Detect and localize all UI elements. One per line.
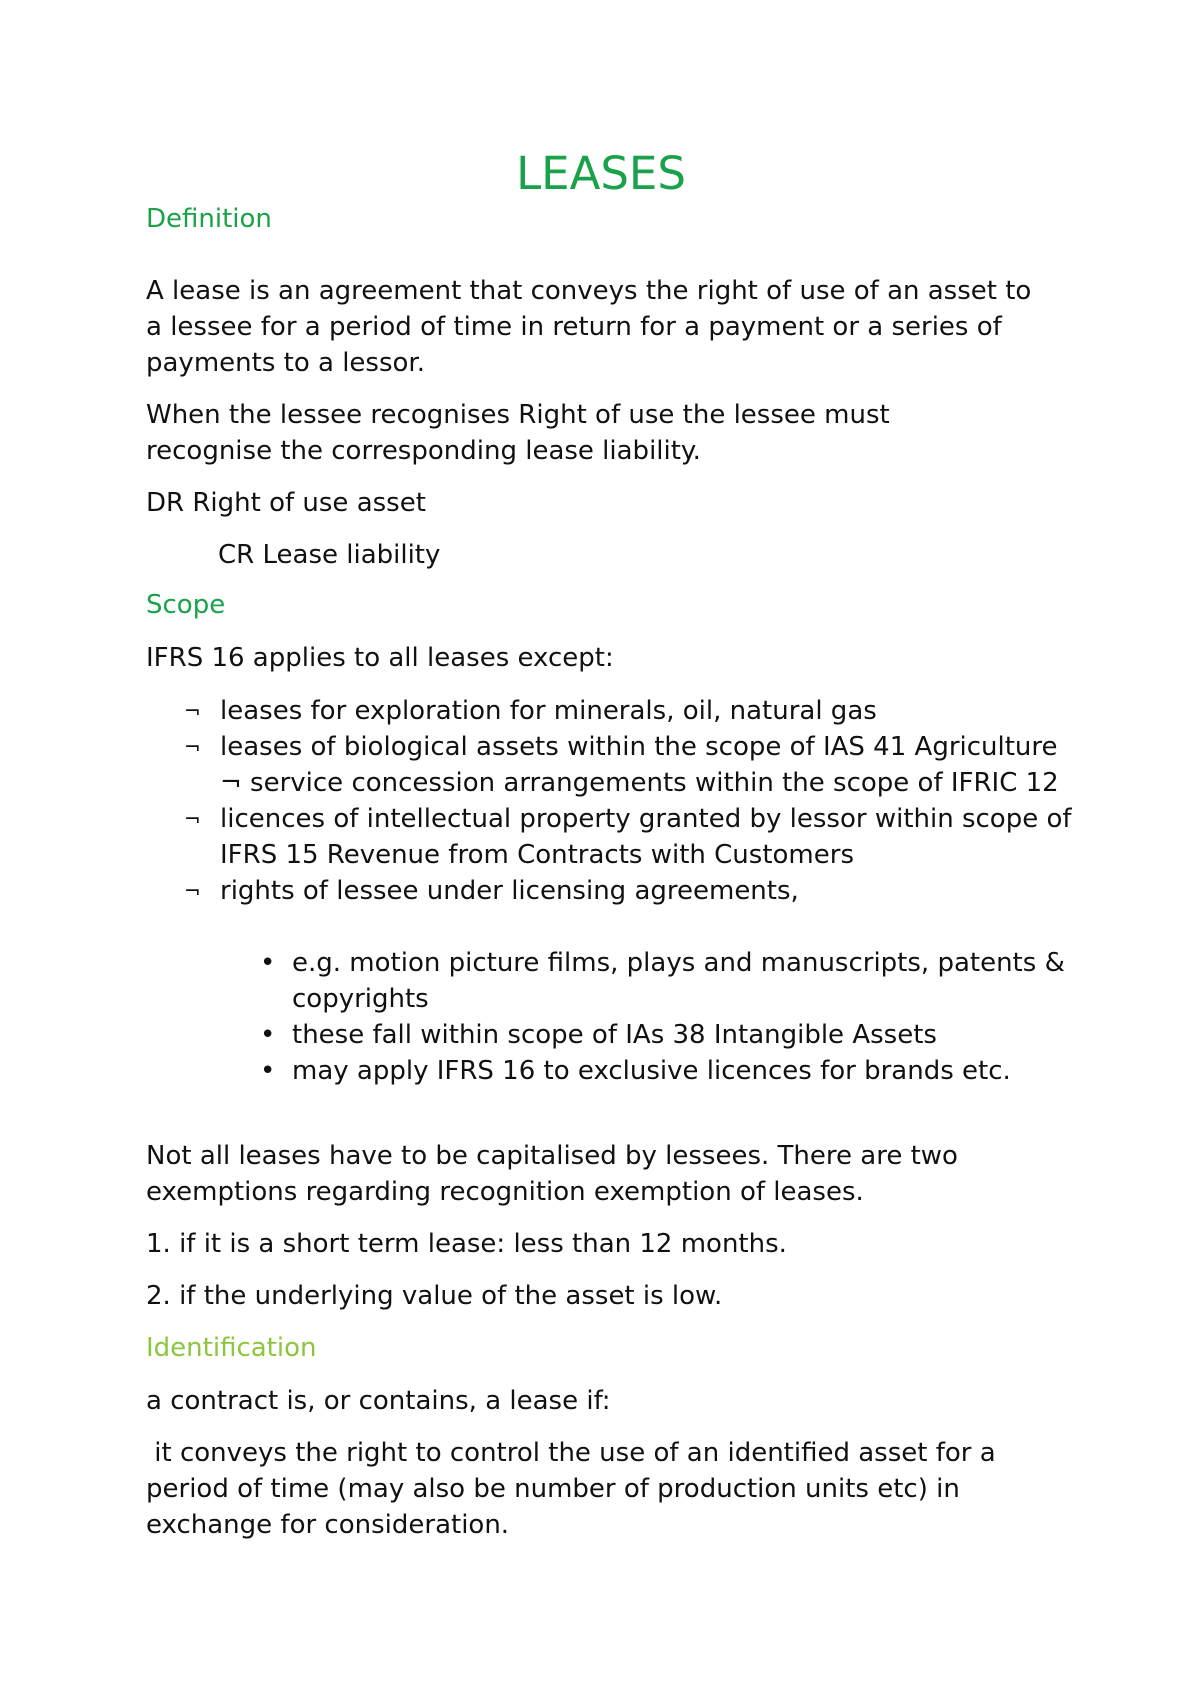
heading-scope: Scope [146, 590, 226, 620]
bullet-icon: • [260, 948, 276, 978]
list-item [184, 729, 1084, 801]
recognition-paragraph: When the lessee recognises Right of use the lessee must recognise the corresponding lease liability. [146, 400, 890, 466]
page-title: LEASES [516, 147, 686, 200]
heading-definition: Definition [146, 204, 272, 234]
exemption-2: 2. if the underlying value of the asset is low. [146, 1281, 723, 1311]
negation-bullet-icon: ¬ [184, 879, 201, 903]
list-item [184, 873, 1084, 909]
identification-paragraph: it conveys the right to control the use of an identified asset for a period of time (may also be number of production units etc) in exchange for consideration. [146, 1438, 1004, 1540]
list-item-text: licences of intellectual property granted by lessor within scope of IFRS 15 Revenue from Contracts with Customers [220, 804, 1072, 870]
list-item [256, 1053, 1086, 1089]
scope-intro: IFRS 16 applies to all leases except: [146, 643, 614, 673]
exemptions-paragraph: Not all leases have to be capitalised by lessees. There are two exemptions regarding recognition exemption of leases. [146, 1141, 958, 1207]
list-item-text: leases for exploration for minerals, oil, natural gas [220, 696, 877, 726]
list-item [184, 801, 1084, 873]
journal-credit-line: CR Lease liability [218, 540, 441, 570]
list-item-text: e.g. motion picture films, plays and manuscripts, patents & copyrights [292, 948, 1065, 1014]
list-item-text: these fall within scope of IAs 38 Intangible Assets [292, 1020, 937, 1050]
bullet-icon: • [260, 1020, 276, 1050]
exemption-1: 1. if it is a short term lease: less than 12 months. [146, 1229, 787, 1259]
list-item-text: may apply IFRS 16 to exclusive licences for brands etc. [292, 1056, 1011, 1086]
negation-bullet-icon: ¬ [184, 807, 201, 831]
definition-paragraph: A lease is an agreement that conveys the right of use of an asset to a lessee for a period of time in return for a payment or a series of payments to a lessor. [146, 276, 1032, 378]
list-item [184, 693, 1084, 729]
list-item-text: leases of biological assets within the scope of IAS 41 Agriculture ¬ service concession arrangements within the scope of IFRIC 12 [220, 732, 1059, 798]
negation-bullet-icon: ¬ [184, 699, 201, 723]
journal-debit-line: DR Right of use asset [146, 488, 426, 518]
identification-intro: a contract is, or contains, a lease if: [146, 1386, 611, 1416]
bullet-icon: • [260, 1056, 276, 1086]
licensing-sub-list [256, 945, 1086, 1089]
heading-identification: Identification [146, 1333, 317, 1363]
list-item [256, 945, 1086, 1017]
list-item [256, 1017, 1086, 1053]
negation-bullet-icon: ¬ [184, 735, 201, 759]
scope-exceptions-list [184, 693, 1084, 909]
list-item-text: rights of lessee under licensing agreements, [220, 876, 799, 906]
